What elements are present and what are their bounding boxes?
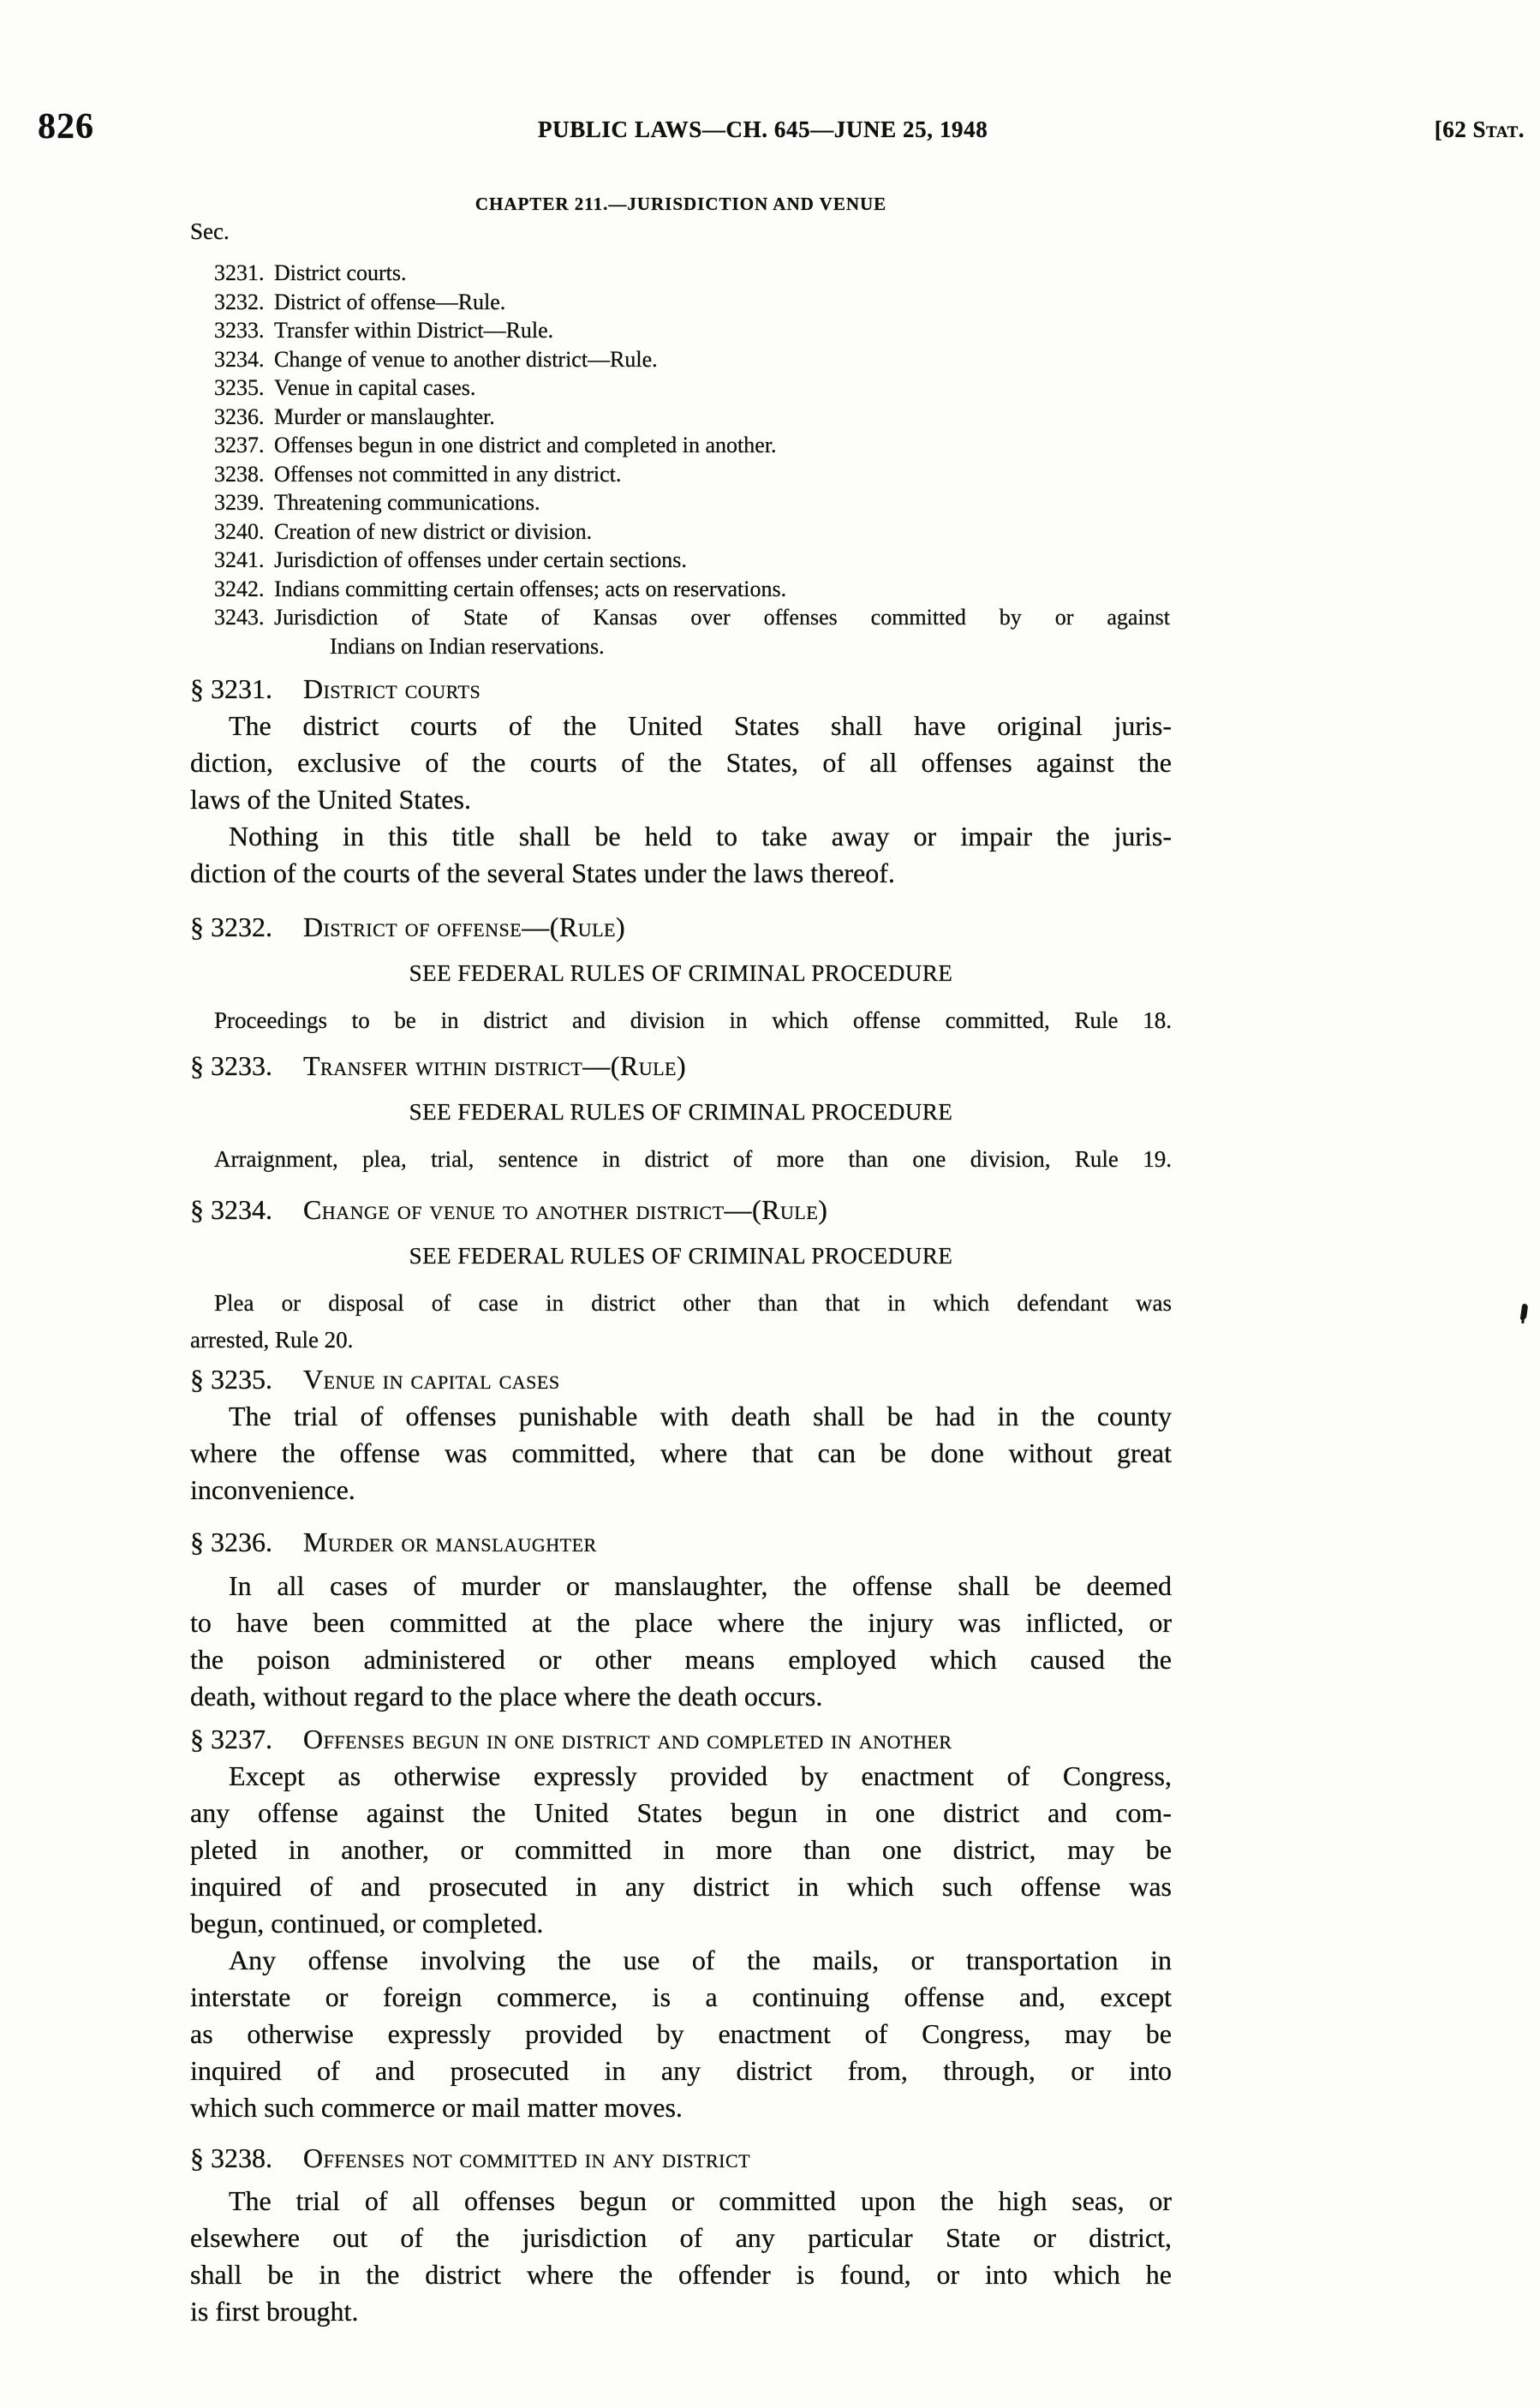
- toc-entry-number: 3231.: [214, 260, 265, 285]
- section-title: Murder or manslaughter: [303, 1527, 597, 1557]
- toc-entry-number: 3232.: [214, 289, 265, 314]
- toc-row: [190, 345, 1172, 374]
- page-number: 826: [38, 107, 94, 146]
- toc-entry-text: Creation of new district or division.: [274, 518, 593, 544]
- running-header: PUBLIC LAWS—CH. 645—JUNE 25, 1948: [538, 117, 988, 142]
- body-line: The trial of offenses punishable with death shall be had in the county: [229, 1401, 1172, 1431]
- section-title: Offenses not committed in any district: [303, 2142, 751, 2173]
- section-heading: [190, 908, 1172, 946]
- section-number: § 3237.: [190, 1724, 272, 1754]
- toc-entry-text: Change of venue to another district—Rule.: [274, 346, 658, 372]
- body-line: any offense against the United States begun in one district and com-: [190, 1797, 1172, 1828]
- section-3231: [190, 670, 1172, 892]
- body-line: diction of the courts of the several States under the laws thereof.: [190, 857, 895, 888]
- toc-row: [190, 288, 1172, 317]
- section-heading: [190, 2139, 1172, 2177]
- body-line: interstate or foreign commerce, is a continuing offense and, except: [190, 1981, 1172, 2012]
- body-line: which such commerce or mail matter moves.: [190, 2092, 683, 2123]
- toc-entry-number: 3236.: [214, 403, 265, 429]
- toc-row: [190, 431, 1172, 460]
- section-title: Venue in capital cases: [303, 1364, 560, 1395]
- toc-entry-text: Murder or manslaughter.: [274, 403, 495, 429]
- see-federal-rules-line: SEE FEDERAL RULES OF CRIMINAL PROCEDURE: [409, 1243, 953, 1269]
- toc-row: [190, 403, 1172, 432]
- toc-row: [190, 373, 1172, 403]
- body-line: inquired of and prosecuted in any district in which such offense was: [190, 1871, 1172, 1902]
- toc-row: [190, 575, 1172, 604]
- toc-entry-text: Offenses begun in one district and completed in another.: [274, 433, 777, 457]
- note-line: Plea or disposal of case in district other than that in which defendant was: [214, 1290, 1172, 1316]
- section-number: § 3238.: [190, 2142, 272, 2173]
- note-line: arrested, Rule 20.: [190, 1327, 354, 1353]
- toc-entry-number: 3234.: [214, 346, 265, 372]
- toc-entry-text: Jurisdiction of State of Kansas over offenses committed by or against: [274, 605, 1170, 630]
- toc-entry-number: 3242.: [214, 576, 265, 601]
- section-heading: [190, 1360, 1172, 1398]
- section-number: § 3233.: [190, 1050, 272, 1081]
- body-line: the poison administered or other means employed which caused the: [190, 1644, 1172, 1675]
- section-3236: [190, 1523, 1172, 1715]
- body-line: elsewhere out of the jurisdiction of any particular State or district,: [190, 2222, 1172, 2253]
- see-federal-rules-line: SEE FEDERAL RULES OF CRIMINAL PROCEDURE: [409, 960, 953, 986]
- body-line: inquired of and prosecuted in any district from, through, or into: [190, 2055, 1172, 2086]
- note-line: Arraignment, plea, trial, sentence in district of more than one division, Rule 19.: [214, 1146, 1172, 1172]
- toc-entry-text: Transfer within District—Rule.: [274, 318, 554, 343]
- body-line: pleted in another, or committed in more than one district, may be: [190, 1834, 1172, 1865]
- body-line: where the offense was committed, where that can be done without great: [190, 1437, 1172, 1468]
- section-number: § 3231.: [190, 673, 272, 704]
- toc-entry-text: District courts.: [274, 260, 407, 285]
- body-line: begun, continued, or completed.: [190, 1908, 544, 1939]
- note-line: Proceedings to be in district and division in which offense committed, Rule 18.: [214, 1007, 1172, 1033]
- toc-entry-number: 3239.: [214, 490, 265, 515]
- section-index: [190, 218, 1172, 660]
- toc-entry-text: Threatening communications.: [274, 490, 540, 515]
- toc-entry-number: 3238.: [214, 461, 265, 487]
- body-line: as otherwise expressly provided by enactment of Congress, may be: [190, 2018, 1172, 2049]
- body-line: Except as otherwise expressly provided by enactment of Congress,: [229, 1760, 1172, 1791]
- section-title: Change of venue to another district—(Rule): [303, 1194, 828, 1225]
- toc-entry-number: 3233.: [214, 318, 265, 343]
- toc-entry-number: 3235.: [214, 375, 265, 400]
- ink-mark: [1520, 1304, 1529, 1321]
- body-line: death, without regard to the place where the death occurs.: [190, 1681, 823, 1712]
- body-line: shall be in the district where the offender is found, or into which he: [190, 2259, 1172, 2290]
- section-title: Transfer within district—(Rule): [303, 1050, 687, 1081]
- body-line: to have been committed at the place where the injury was inflicted, or: [190, 1607, 1172, 1638]
- body-line: Nothing in this title shall be held to take away or impair the juris-: [229, 821, 1172, 851]
- section-number: § 3236.: [190, 1527, 272, 1557]
- toc-row: [190, 517, 1172, 547]
- toc-entry-number: 3241.: [214, 547, 265, 572]
- section-3237: [190, 1720, 1172, 2126]
- section-title: District courts: [303, 673, 481, 704]
- toc-entry-number: 3237.: [214, 433, 265, 457]
- toc-row: [190, 546, 1172, 575]
- section-number: § 3234.: [190, 1194, 272, 1225]
- section-3234: [190, 1191, 1172, 1359]
- stat-citation: [62 Stat.: [1434, 117, 1525, 142]
- section-heading: [190, 1720, 1172, 1758]
- body-line: The trial of all offenses begun or committed upon the high seas, or: [229, 2185, 1172, 2216]
- body-line: Any offense involving the use of the mails, or transportation in: [229, 1945, 1172, 1975]
- see-federal-rules-line: SEE FEDERAL RULES OF CRIMINAL PROCEDURE: [409, 1099, 953, 1125]
- body-line: laws of the United States.: [190, 784, 471, 815]
- section-3232: [190, 908, 1172, 1039]
- body-line: The district courts of the United States shall have original juris-: [229, 710, 1172, 741]
- section-heading: [190, 1047, 1172, 1084]
- section-heading: [190, 1191, 1172, 1228]
- toc-entry-text: Indians committing certain offenses; acts on reservations.: [274, 576, 787, 601]
- body-line: In all cases of murder or manslaughter, the offense shall be deemed: [229, 1570, 1172, 1601]
- toc-label: Sec.: [190, 218, 230, 244]
- toc-entry-text: District of offense—Rule.: [274, 289, 506, 314]
- toc-entry-text: Jurisdiction of offenses under certain sections.: [274, 547, 687, 572]
- toc-row: [190, 259, 1172, 288]
- toc-entry-text: Offenses not committed in any district.: [274, 461, 622, 487]
- toc-continuation: Indians on Indian reservations.: [330, 633, 605, 659]
- section-number: § 3235.: [190, 1364, 272, 1395]
- toc-entry-number: 3243.: [214, 605, 265, 630]
- body-line: diction, exclusive of the courts of the States, of all offenses against the: [190, 747, 1172, 778]
- section-3233: [190, 1047, 1172, 1178]
- section-3238: [190, 2139, 1172, 2330]
- toc-entry-text: Venue in capital cases.: [274, 375, 476, 400]
- section-title: Offenses begun in one district and completed in another: [303, 1724, 952, 1754]
- toc-row: [190, 603, 1172, 632]
- section-3235: [190, 1360, 1172, 1509]
- chapter-heading: CHAPTER 211.—JURISDICTION AND VENUE: [475, 194, 887, 214]
- toc-entry-number: 3240.: [214, 518, 265, 544]
- toc-row: [190, 488, 1172, 517]
- section-title: District of offense—(Rule): [303, 911, 626, 942]
- toc-row: [190, 460, 1172, 489]
- body-line: is first brought.: [190, 2296, 359, 2327]
- body-line: inconvenience.: [190, 1474, 355, 1505]
- toc-row: [190, 316, 1172, 345]
- section-heading: [190, 670, 1172, 708]
- section-heading: [190, 1523, 1172, 1561]
- section-number: § 3232.: [190, 911, 272, 942]
